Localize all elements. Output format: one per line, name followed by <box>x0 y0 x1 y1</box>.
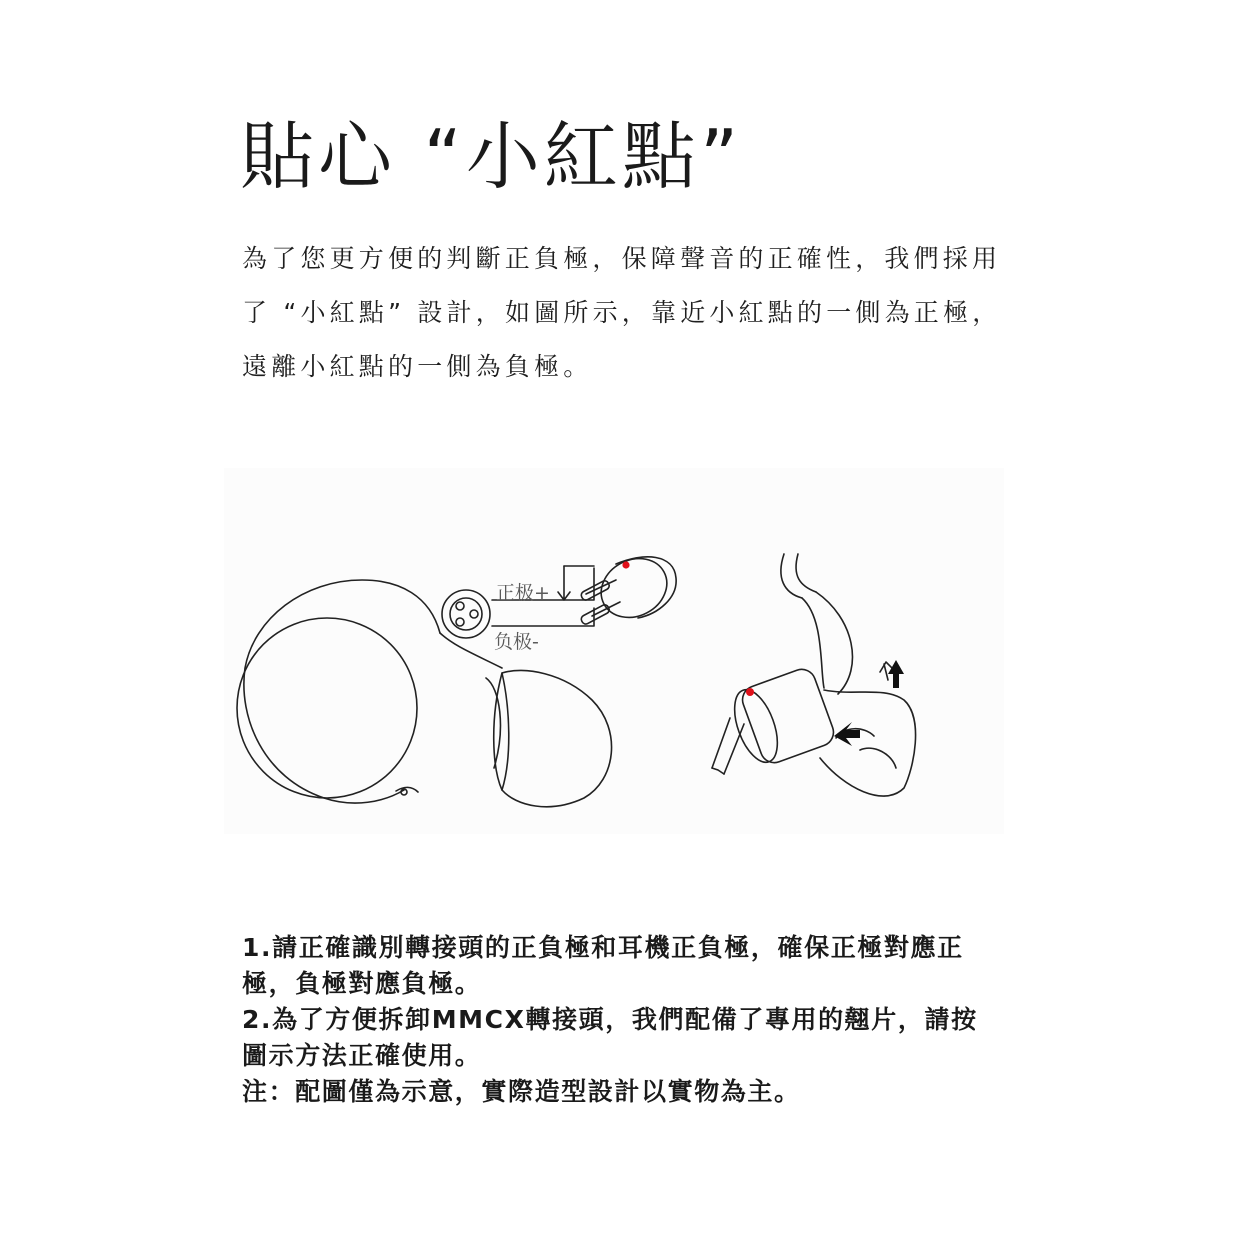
intro-line: 遠離小紅點的一側為負極。 <box>242 352 593 381</box>
note-line: 圖示方法正確使用。 <box>242 1041 482 1070</box>
ear-tip <box>494 670 612 806</box>
polarity-illustration <box>224 468 1004 834</box>
intro-paragraph <box>242 232 1002 394</box>
red-dot <box>746 688 754 696</box>
note-line: 極，負極對應負極。 <box>242 969 482 998</box>
illustration-svg <box>224 468 1004 834</box>
negative-label: 负极- <box>494 631 539 653</box>
up-arrow <box>888 660 904 688</box>
intro-line: 為了您更方便的判斷正負極，保障聲音的正確性，我們採用 <box>242 244 1002 273</box>
cable <box>781 554 802 598</box>
note-line: 1.請正確識別轉接頭的正負極和耳機正負極，確保正極對應正 <box>242 933 964 962</box>
usage-notes <box>242 930 1012 1110</box>
page-title: 貼心 “小紅點” <box>240 114 743 200</box>
note-line: 2.為了方便拆卸MMCX轉接頭，我們配備了專用的翹片，請按 <box>242 1005 978 1034</box>
red-dot <box>622 561 629 568</box>
note-line: 注：配圖僅為示意，實際造型設計以實物為主。 <box>242 1077 801 1106</box>
earphone-shell <box>244 580 440 803</box>
earphone-lever <box>820 690 916 796</box>
intro-line: 了 “小紅點” 設計，如圖所示，靠近小紅點的一側為正極， <box>242 298 1002 327</box>
rotate-arrow <box>834 722 860 746</box>
positive-label: 正极+ <box>496 582 550 604</box>
earphone-faceplate <box>237 618 417 798</box>
